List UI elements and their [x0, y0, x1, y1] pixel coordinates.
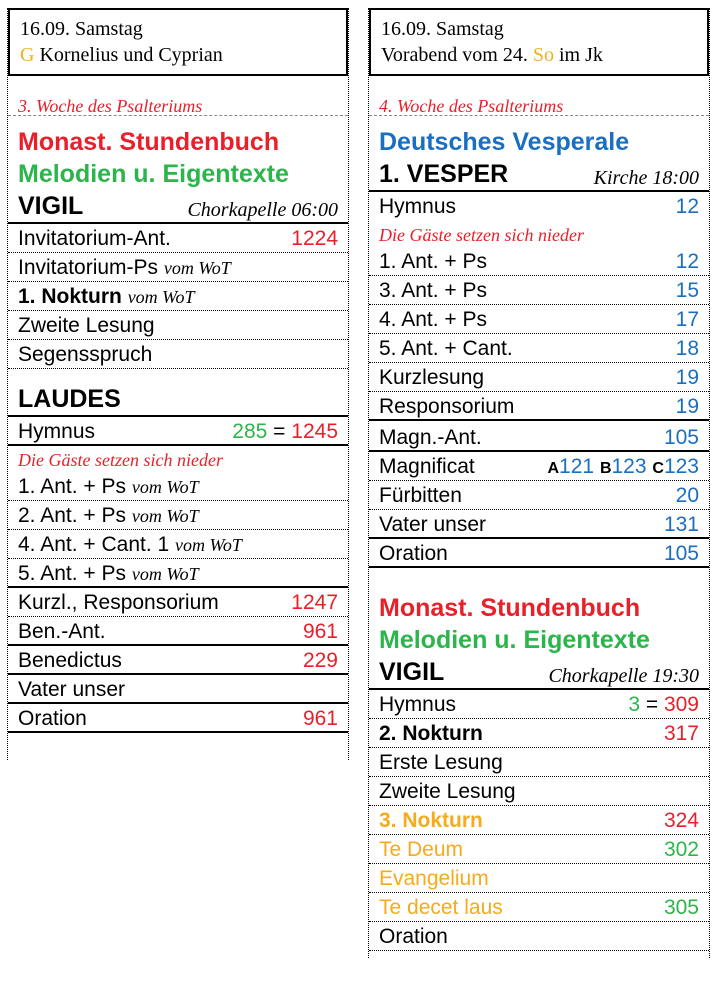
left-guest-note: Die Gäste setzen sich nieder — [18, 450, 223, 470]
left-psalter-week: 3. Woche des Psalteriums — [8, 86, 348, 116]
page-a: 285 — [232, 420, 268, 443]
left-vigil-row — [8, 224, 348, 253]
right-vesper-row — [369, 276, 709, 305]
row-label: 2. Ant. + Ps — [18, 504, 126, 527]
row-subnote: vom WoT — [163, 258, 231, 278]
right-book-vesperale: Deutsches Vesperale — [379, 128, 630, 156]
left-laudes-row — [8, 559, 348, 588]
right-vigil-row — [369, 893, 709, 922]
row-page: 12 — [675, 195, 699, 218]
left-laudes-row — [8, 675, 348, 704]
right-vesper-title: 1. VESPER — [379, 160, 509, 188]
right-vigil-row — [369, 777, 709, 806]
right-vesper-heading — [369, 158, 709, 192]
row-page: 17 — [675, 308, 699, 331]
row-label: 1. Ant. + Ps — [18, 475, 126, 498]
page-a: 121 — [559, 455, 595, 478]
row-label: Responsorium — [379, 395, 515, 418]
row-label: Invitatorium-Ps — [18, 256, 159, 279]
row-label: 4. Ant. + Ps — [379, 308, 487, 331]
left-laudes-hymnus — [8, 417, 348, 446]
row-label: 4. Ant. + Cant. 1 — [18, 533, 170, 556]
right-vesper-row — [369, 363, 709, 392]
right-vesper-row — [369, 421, 709, 452]
row-label: Zweite Lesung — [379, 780, 516, 803]
right-vesper-row — [369, 539, 709, 568]
row-label: 5. Ant. + Ps — [18, 562, 126, 585]
page-a: 3 — [628, 693, 640, 716]
right-vigil-row — [369, 806, 709, 835]
right-vesper-row — [369, 305, 709, 334]
right-vigil-row — [369, 864, 709, 893]
row-subnote: vom WoT — [175, 535, 242, 555]
right-vesper-time: Kirche 18:00 — [593, 167, 699, 189]
row-label: Invitatorium-Ant. — [18, 227, 171, 250]
row-label: Hymnus — [18, 420, 96, 443]
row-label: Oration — [379, 925, 448, 948]
equals: = — [645, 693, 659, 716]
row-page: 302 — [663, 838, 699, 861]
left-feast-line — [20, 42, 336, 68]
page-b: 1245 — [291, 420, 338, 443]
row-label: Vater unser — [18, 678, 125, 701]
year-c: C — [652, 460, 664, 477]
right-rank: So — [532, 44, 554, 66]
right-book-monastic: Monast. Stundenbuch — [379, 594, 641, 622]
page-c: 123 — [663, 455, 699, 478]
left-laudes-row — [8, 588, 348, 617]
left-laudes-row — [8, 472, 348, 501]
left-vigil-row — [8, 311, 348, 340]
year-b: B — [599, 460, 612, 477]
left-laudes-row — [8, 646, 348, 675]
left-vigil-heading — [8, 190, 348, 224]
right-vesper-row — [369, 481, 709, 510]
left-date: 16.09. Samstag — [20, 18, 143, 40]
right-vigil-row — [369, 922, 709, 951]
right-date: 16.09. Samstag — [381, 18, 504, 40]
row-label: Segensspruch — [18, 343, 153, 366]
left-vigil-time: Chorkapelle 06:00 — [187, 199, 338, 221]
row-page — [232, 419, 338, 445]
row-label: 3. Nokturn — [379, 809, 483, 832]
row-label: 2. Nokturn — [379, 722, 483, 745]
row-label: Oration — [18, 707, 87, 730]
right-vesper-row — [369, 510, 709, 539]
row-label: Evangelium — [379, 867, 489, 890]
row-subnote: vom WoT — [127, 287, 195, 307]
row-label: Fürbitten — [379, 484, 462, 507]
row-label: Ben.-Ant. — [18, 620, 106, 643]
row-page: 15 — [675, 279, 699, 302]
left-book-monastic: Monast. Stundenbuch — [18, 128, 280, 156]
left-vigil-row — [8, 253, 348, 282]
right-vigil-heading — [369, 656, 709, 690]
right-vesper-row — [369, 247, 709, 276]
row-label: 1. Ant. + Ps — [379, 250, 487, 273]
row-page: 229 — [302, 649, 338, 672]
row-label: 5. Ant. + Cant. — [379, 337, 513, 360]
left-vigil-row — [8, 282, 348, 311]
left-vigil-title: VIGIL — [18, 192, 84, 220]
right-vigil-time: Chorkapelle 19:30 — [548, 665, 699, 687]
left-book-melodies: Melodien u. Eigentexte — [18, 160, 289, 188]
right-vesper-hymnus — [369, 192, 709, 221]
right-magnificat-row — [369, 452, 709, 481]
row-label: Vater unser — [379, 513, 486, 536]
left-header — [8, 8, 348, 76]
row-page — [628, 692, 699, 718]
row-page: 961 — [302, 620, 338, 643]
magnificat-pages — [547, 454, 699, 482]
left-laudes-row — [8, 704, 348, 733]
row-label: Kurzl., Responsorium — [18, 591, 219, 614]
right-eve-line — [381, 42, 697, 68]
row-subnote: vom WoT — [131, 477, 199, 497]
right-book-melodies: Melodien u. Eigentexte — [379, 626, 650, 654]
row-page: 305 — [663, 896, 699, 919]
right-header — [369, 8, 709, 76]
row-page: 105 — [663, 426, 699, 449]
year-a: A — [547, 460, 560, 477]
row-page: 19 — [675, 366, 699, 389]
row-page: 131 — [663, 513, 699, 536]
row-label: Erste Lesung — [379, 751, 503, 774]
right-vigil-hymnus — [369, 690, 709, 719]
row-label: Oration — [379, 542, 448, 565]
row-label: Magnificat — [379, 455, 475, 478]
row-page: 20 — [675, 484, 699, 507]
right-guest-note: Die Gäste setzen sich nieder — [379, 225, 584, 245]
row-label: Hymnus — [379, 195, 457, 218]
row-page: 324 — [663, 809, 699, 832]
row-subnote: vom WoT — [131, 564, 199, 584]
left-laudes-heading: LAUDES — [8, 383, 348, 417]
row-label: Hymnus — [379, 693, 457, 716]
row-label: Te Deum — [379, 838, 464, 861]
row-label: Benedictus — [18, 649, 122, 672]
row-page: 1247 — [291, 591, 338, 614]
page-b: 309 — [663, 693, 699, 716]
right-vigil-row — [369, 748, 709, 777]
row-label: 3. Ant. + Ps — [379, 279, 487, 302]
row-page: 18 — [675, 337, 699, 360]
right-day-column — [368, 8, 710, 958]
row-label: Kurzlesung — [379, 366, 485, 389]
row-page: 317 — [663, 722, 699, 745]
right-vigil-row — [369, 835, 709, 864]
left-rank: G — [20, 44, 35, 66]
right-vesper-row — [369, 392, 709, 421]
page-b: 123 — [611, 455, 647, 478]
row-label: 1. Nokturn — [18, 285, 122, 308]
left-feast: Kornelius und Cyprian — [39, 44, 223, 66]
row-page: 19 — [675, 395, 699, 418]
right-vigil-row — [369, 719, 709, 748]
left-day-column — [7, 8, 349, 760]
row-page: 105 — [663, 542, 699, 565]
right-vesper-row — [369, 334, 709, 363]
left-laudes-row — [8, 617, 348, 646]
right-eve-suffix: im Jk — [558, 44, 603, 66]
right-eve: Vorabend vom 24. — [381, 44, 528, 66]
row-page: 961 — [302, 707, 338, 730]
left-laudes-row — [8, 501, 348, 530]
equals: = — [273, 420, 286, 443]
left-vigil-row — [8, 340, 348, 369]
row-page: 12 — [675, 250, 699, 273]
row-label: Zweite Lesung — [18, 314, 155, 337]
right-psalter-week: 4. Woche des Psalteriums — [369, 86, 709, 116]
row-subnote: vom WoT — [131, 506, 199, 526]
row-page: 1224 — [291, 227, 338, 250]
row-label: Te decet laus — [379, 896, 503, 919]
left-laudes-row — [8, 530, 348, 559]
right-vigil-title: VIGIL — [379, 658, 445, 686]
row-label: Magn.-Ant. — [379, 426, 482, 449]
